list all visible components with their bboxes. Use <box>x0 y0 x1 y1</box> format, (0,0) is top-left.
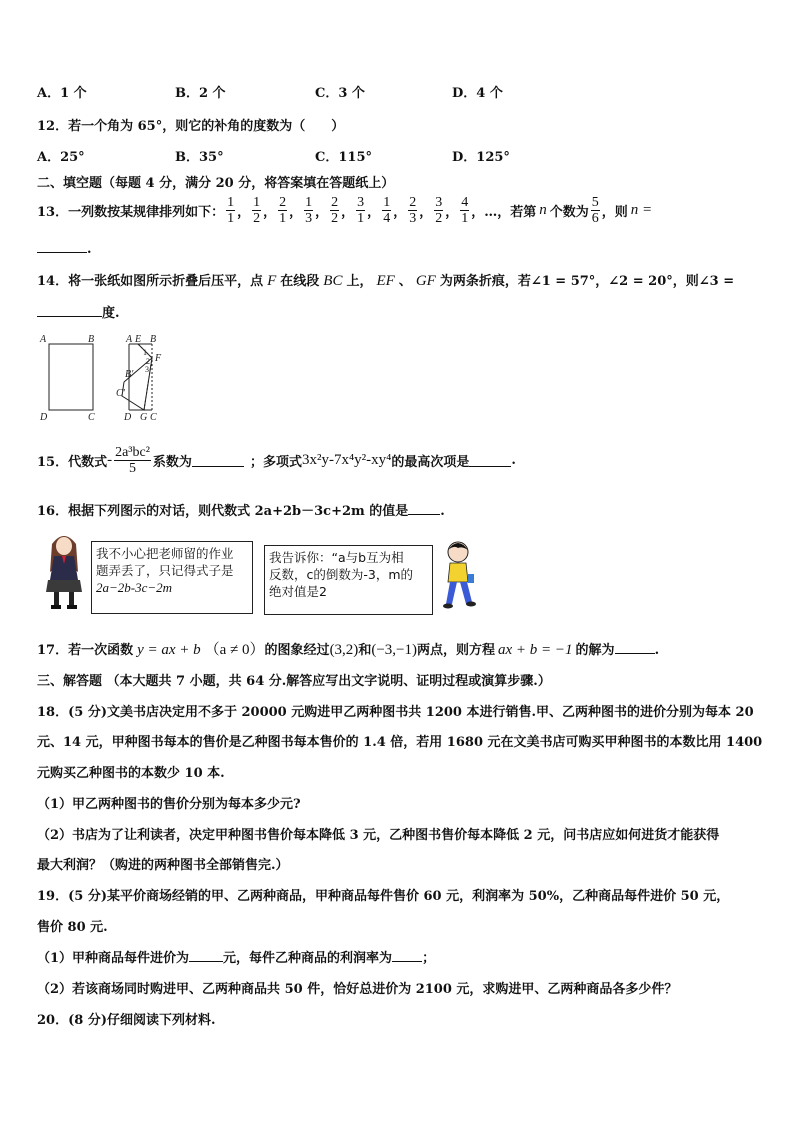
q13-fraction-num: 4 <box>461 194 469 210</box>
q17-and: 和 <box>358 643 372 658</box>
q15-frac-num: 2a³bc² <box>115 444 150 460</box>
q13-fraction-num: 3 <box>357 194 365 210</box>
q13-fraction-den: 2 <box>435 210 443 226</box>
q14-label-b3: B <box>150 334 157 345</box>
q13-answer-blank[interactable] <box>37 240 87 253</box>
q12-option-c[interactable]: C．115° <box>315 150 372 165</box>
q19-blank-1[interactable] <box>189 949 223 962</box>
q13-n-equals: n = <box>630 201 653 218</box>
q13-fraction-num: 1 <box>383 194 391 210</box>
q15-text-3: 的最高次项是 <box>391 454 470 470</box>
q13-fraction-den: 2 <box>331 210 339 226</box>
boy-illustration <box>440 540 480 610</box>
q14-label-a: A <box>40 334 47 345</box>
q14-label-b: B <box>88 334 95 345</box>
q13-fraction-den: 1 <box>357 210 365 226</box>
q14-crease-gf: GF <box>415 273 436 289</box>
q14-text-4: 、 <box>398 274 412 289</box>
q15-prefix: 15．代数式 <box>37 454 108 470</box>
q13-var-n: n <box>539 201 547 218</box>
bubble-right-line-3: 绝对值是2 <box>269 584 327 599</box>
q19-sub-1-a: （1）甲种商品每件进价为 <box>37 951 190 966</box>
q14-angle-2: 2 <box>146 357 150 366</box>
q17-equation: ax + b = −1 <box>498 642 573 658</box>
girl-illustration <box>40 530 88 612</box>
q13-sequence-fraction <box>434 195 443 226</box>
q13-target-num: 5 <box>591 194 599 210</box>
q16-end: . <box>440 504 445 519</box>
q19-blank-2[interactable] <box>392 949 422 962</box>
bubble-right-line-2: 反数，c的倒数为-3，m的 <box>269 567 414 582</box>
q15-text-1: 系数为 <box>152 454 192 470</box>
q13-separator: ， <box>341 204 355 220</box>
q19-sub-1 <box>37 947 435 966</box>
q13-fraction-num: 3 <box>435 194 443 210</box>
q11-option-d[interactable]: D．4 个 <box>452 86 503 101</box>
q14-text-5: 为两条折痕，若∠1 = 57°，∠2 = 20°，则∠3 = <box>439 274 735 289</box>
q14-text-2: 在线段 <box>280 274 320 289</box>
q14-label-g: G <box>140 412 148 422</box>
q19-sub-1-c: ； <box>422 951 436 966</box>
q13-prefix: 13．一列数按某规律排列如下： <box>37 204 225 220</box>
q14-label-d2: D <box>124 412 132 422</box>
q13-sequence-fraction <box>408 195 417 226</box>
q17-text-1: 17．若一次函数 <box>37 643 134 658</box>
q13-ellipsis: ，…， <box>471 204 511 220</box>
q15-fraction <box>114 445 151 476</box>
q14-folding-figure <box>36 330 171 422</box>
q13-sequence-fraction <box>226 195 235 226</box>
q18-sub-2-line-1: （2）书店为了让利读者，决定甲种图书售价每本降低 3 元，乙种图书售价每本降低 2 元，问书店应如何进货才能获得 <box>37 828 720 843</box>
q14-segment-bc: BC <box>323 273 343 289</box>
q13-end: . <box>87 242 92 257</box>
q18-sub-1: （1）甲乙两种图书的售价分别为每本多少元? <box>37 797 301 812</box>
q15-question: 15．代数式 - $\frac{\text{2a³bc²}}{5}$ 系数为 ；多项式 3x²y-7x⁴y²-xy⁴ 的最高次项是 . <box>37 444 516 476</box>
q14-label-d: D <box>40 412 48 422</box>
q18-line-2: 元、14 元，甲种图书每本的售价是乙种图书每本售价的 1.4 倍，若用 1680 元在文美书店可购买甲种图书的本数比用 1400 <box>37 735 763 750</box>
q14-label-f: F <box>155 353 162 364</box>
q13-fraction-num: 1 <box>253 194 261 210</box>
q13-fraction-den: 3 <box>409 210 417 226</box>
q13-fraction-den: 4 <box>383 210 391 226</box>
q18-line-1: 18．(5 分)文美书店决定用不多于 20000 元购进甲乙两种图书共 1200 本进行销售.甲、乙两种图书的进价分别为每本 20 <box>37 705 754 720</box>
q19-sub-2: （2）若该商场同时购进甲、乙两种商品共 50 件，恰好总进价为 2100 元，求购进甲、乙两种商品各多少件？ <box>37 982 678 997</box>
q11-option-b[interactable]: B．2 个 <box>175 86 226 101</box>
bubble-left-line-2: 题弄丢了，只记得式子是 <box>96 563 234 578</box>
q14-crease-ef: EF <box>376 273 395 289</box>
q18-sub-2-line-2: 最大利润？（购进的两种图书全部销售完.） <box>37 858 289 873</box>
q16-blank[interactable] <box>408 502 440 515</box>
q13-suffix: ，则 <box>601 204 628 220</box>
q15-blank-2[interactable] <box>469 454 511 467</box>
q13-sequence-fraction <box>382 195 391 226</box>
q17-end: . <box>654 643 660 658</box>
q13-sequence-fraction <box>252 195 261 226</box>
q17-text-4: 的解为 <box>575 643 615 658</box>
q15-text-2: ；多项式 <box>249 454 302 470</box>
q16-question <box>37 500 445 519</box>
q13-fraction-den: 1 <box>461 210 469 226</box>
q13-fraction-num: 1 <box>305 194 313 210</box>
q14-answer-line <box>37 302 120 321</box>
q13-separator: ， <box>419 204 433 220</box>
q13-sequence-fraction <box>460 195 469 226</box>
q17-function: y = ax + b <box>137 642 201 658</box>
q14-label-bprime: B' <box>125 369 134 380</box>
q14-text-3: 上， <box>346 274 373 289</box>
bubble-left-line-1: 我不小心把老师留的作业 <box>96 546 234 561</box>
q14-point-f: F <box>267 273 277 289</box>
q13-sequence <box>224 195 471 226</box>
q13-fraction-den: 1 <box>279 210 287 226</box>
q14-question <box>37 270 734 290</box>
q14-answer-blank[interactable] <box>37 304 102 317</box>
q13-separator: ， <box>315 204 329 220</box>
q19-sub-1-b: 元，每件乙种商品的利润率为 <box>223 951 393 966</box>
q14-end: 度. <box>102 306 120 321</box>
section-answer-title: 三、解答题 （本大题共 7 小题，共 64 分.解答应写出文字说明、证明过程或演算步骤.） <box>37 674 551 689</box>
q19-line-1: 19．(5 分)某平价商场经销的甲、乙两种商品，甲种商品每件售价 60 元，利润率为 50%，乙种商品每件进价 50 元， <box>37 889 730 904</box>
q13-target-den: 6 <box>591 210 599 226</box>
q12-option-b[interactable]: B．35° <box>175 150 224 165</box>
q17-point-1: (3,2) <box>329 642 359 658</box>
q20-question: 20．(8 分)仔细阅读下列材料. <box>37 1013 216 1028</box>
q12-question: 12．若一个角为 65°，则它的补角的度数为（ ） <box>37 119 345 134</box>
q13-separator: ， <box>445 204 459 220</box>
q13-mid: 若第 <box>510 204 537 220</box>
q17-question <box>37 638 659 659</box>
q13-fraction-den: 1 <box>227 210 235 226</box>
q17-condition: （a ≠ 0） <box>204 642 265 658</box>
q13-sequence-fraction <box>278 195 287 226</box>
q12-option-d[interactable]: D．125° <box>452 150 510 165</box>
q13-separator: ， <box>393 204 407 220</box>
q17-blank[interactable] <box>615 641 655 654</box>
q13-separator: ， <box>289 204 303 220</box>
q13-fraction-num: 1 <box>227 194 235 210</box>
q13-sequence-fraction <box>330 195 339 226</box>
q14-text-1: 14．将一张纸如图所示折叠后压平，点 <box>37 274 264 289</box>
q15-end: . <box>511 452 516 468</box>
q13-fraction-den: 3 <box>305 210 313 226</box>
q17-text-2: 的图象经过 <box>264 643 330 658</box>
q13-answer-line <box>37 240 92 257</box>
q15-polynomial: 3x²y-7x⁴y²-xy⁴ <box>301 451 392 468</box>
section-fill-in-title: 二、填空题（每题 4 分，满分 20 分，将答案填在答题纸上） <box>37 176 395 191</box>
q14-label-c: C <box>88 412 95 422</box>
q14-label-e: E <box>135 334 142 345</box>
q19-line-2: 售价 80 元. <box>37 920 108 935</box>
q13-fraction-den: 2 <box>253 210 261 226</box>
speech-bubble-right <box>264 545 433 615</box>
q14-rectangle-abcd <box>49 344 93 410</box>
bubble-left-expression: 2a−2b-3c−2m <box>96 580 173 595</box>
q15-frac-den: 5 <box>129 460 136 476</box>
q14-label-c3: C <box>150 412 157 422</box>
q11-option-c[interactable]: C．3 个 <box>315 86 365 101</box>
q13-target-fraction <box>591 195 600 226</box>
q17-text-3: 两点，则方程 <box>417 643 496 658</box>
q12-option-a[interactable]: A．25° <box>37 150 85 165</box>
q17-point-2: (−3,−1) <box>371 642 417 658</box>
q13-sequence-fraction <box>356 195 365 226</box>
bubble-right-line-1: 我告诉你：“a与b互为相 <box>269 550 404 565</box>
q16-text: 16．根据下列图示的对话，则代数式 2a+2b－3c+2m 的值是 <box>37 504 409 519</box>
q15-blank-1[interactable] <box>192 454 244 467</box>
q14-label-a2: A <box>126 334 133 345</box>
q13-separator: ， <box>237 204 251 220</box>
q13-separator: ， <box>367 204 381 220</box>
q18-line-3: 元购买乙种图书的本数少 10 本. <box>37 766 225 781</box>
speech-bubble-left <box>91 541 253 614</box>
q14-angle-3: 3 <box>145 365 149 374</box>
q13-mid2: 个数为 <box>549 204 589 220</box>
q13-question <box>37 192 652 228</box>
q14-angle-1: 1 <box>143 348 147 357</box>
q13-fraction-num: 2 <box>331 194 339 210</box>
q13-fraction-num: 2 <box>409 194 417 210</box>
q13-fraction-num: 2 <box>279 194 287 210</box>
q13-sequence-fraction <box>304 195 313 226</box>
q13-separator: ， <box>263 204 277 220</box>
q14-label-cprime: C' <box>116 388 125 399</box>
q11-option-a[interactable]: A．1 个 <box>37 86 87 101</box>
